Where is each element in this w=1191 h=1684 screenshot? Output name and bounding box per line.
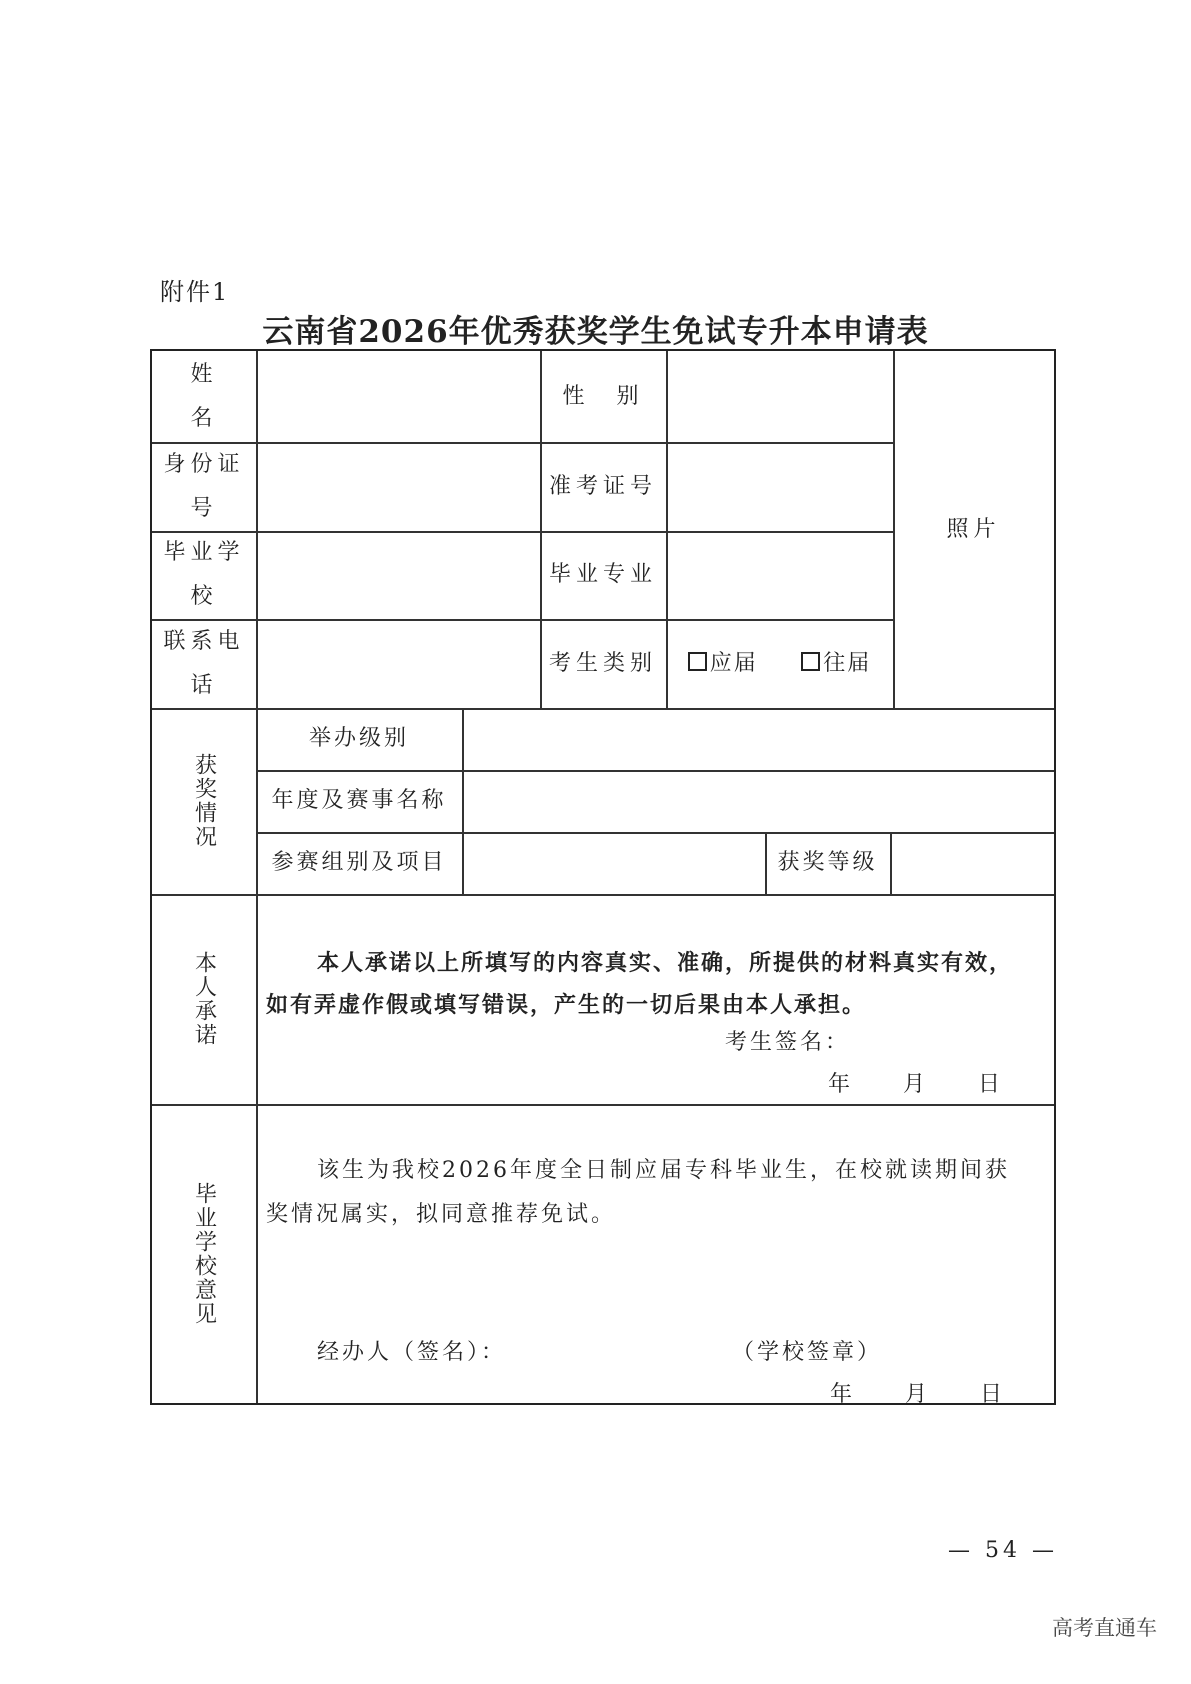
pledge-text-line1: 本人承诺以上所填写的内容真实、准确，所提供的材料真实有效， (317, 950, 1014, 976)
option-fresh[interactable]: 应届 (688, 642, 758, 686)
school-input[interactable] (256, 531, 540, 619)
watermark: 高考直通车 (1052, 1616, 1157, 1640)
event-label: 年度及赛事名称 (271, 788, 447, 813)
page-number: — 54 — (948, 1538, 1058, 1563)
group-label: 参赛组别及项目 (271, 850, 447, 875)
major-label: 毕业专业 (548, 562, 657, 587)
level-input[interactable] (462, 708, 1054, 770)
exam-number-label: 准考证号 (548, 473, 657, 499)
gender-label: 性 别 (562, 383, 644, 409)
grade-label: 获奖等级 (777, 850, 878, 875)
checkbox-icon[interactable] (688, 652, 707, 671)
opinion-date: 年 月 日 (830, 1382, 1006, 1407)
category-options (666, 619, 893, 708)
group-input[interactable] (462, 832, 765, 894)
school-label: 毕业学 校 (163, 540, 245, 609)
option-past[interactable]: 往届 (801, 642, 871, 686)
form-title: 云南省2026年优秀获奖学生免试专升本申请表 (262, 314, 929, 350)
name-input[interactable] (256, 351, 540, 442)
name-label: 姓 名 (190, 361, 218, 431)
id-number-label: 身份证 号 (163, 451, 245, 521)
pledge-date: 年 月 日 (828, 1072, 1004, 1097)
annex-label: 附件1 (160, 278, 230, 306)
level-label: 举办级别 (308, 726, 409, 751)
school-stamp-label: （学校签章） (732, 1340, 883, 1365)
id-number-input[interactable] (256, 442, 540, 531)
handler-signature-label[interactable]: 经办人（签名）： (317, 1340, 507, 1365)
award-section-label: 获奖情况 (191, 753, 217, 849)
checkbox-icon[interactable] (801, 652, 820, 671)
opinion-text-line1: 该生为我校2026年度全日制应届专科毕业生，在校就读期间获 (317, 1158, 1010, 1183)
pledge-section-label: 本人承诺 (191, 951, 217, 1047)
phone-label: 联系电 话 (163, 628, 245, 698)
candidate-signature-label[interactable]: 考生签名： (725, 1030, 851, 1055)
major-input[interactable] (666, 531, 893, 619)
photo-area[interactable]: 照片 (946, 516, 1001, 542)
grade-input[interactable] (890, 832, 1054, 894)
school-opinion-section-label: 毕业学校意见 (191, 1181, 217, 1326)
phone-input[interactable] (256, 619, 540, 708)
event-input[interactable] (462, 770, 1054, 832)
pledge-text-line2: 如有弄虚作假或填写错误，产生的一切后果由本人承担。 (266, 992, 867, 1018)
exam-number-input[interactable] (666, 442, 893, 531)
gender-input[interactable] (666, 351, 893, 442)
category-label: 考生类别 (548, 650, 657, 676)
application-form (150, 349, 1056, 1405)
opinion-text-line2: 奖情况属实，拟同意推荐免试。 (266, 1202, 617, 1227)
